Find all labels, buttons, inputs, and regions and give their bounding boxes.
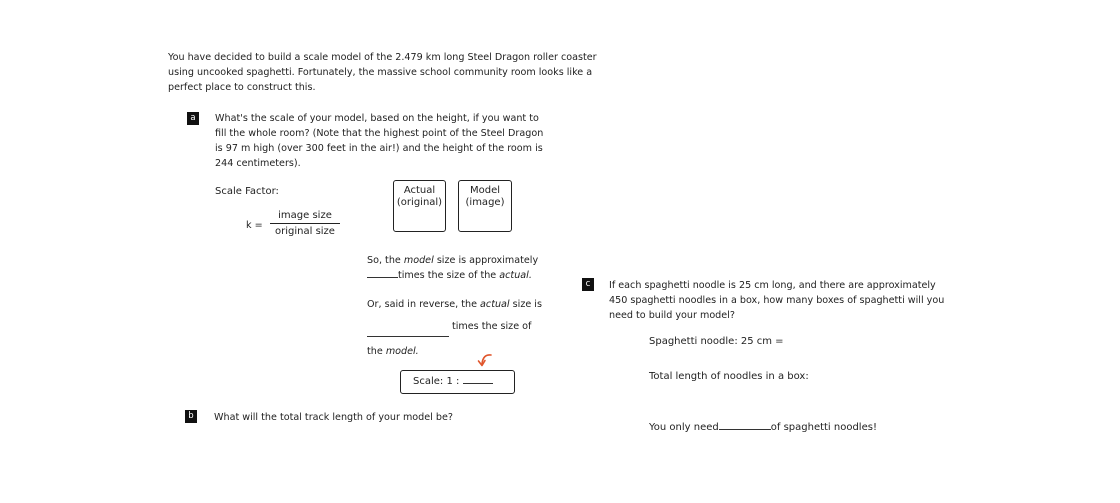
intro-paragraph: You have decided to build a scale model of the 2.479 km long Steel Dragon roller coaster using uncooked spaghetti. Fortunately, the massive school community room looks like a perfect place to construct this. [168,52,597,93]
model-box [458,180,512,232]
fraction-numerator: image size [270,210,340,224]
curved-arrow-icon [476,352,494,368]
noodle-line: Spaghetti noodle: 25 cm = [649,336,784,347]
need-line [649,422,877,433]
times-size-of: times the size of [452,321,532,332]
reverse-actual-word: actual [480,299,510,310]
reverse-suffix: size is [512,299,542,310]
part-b-badge: b [185,410,197,423]
scale-fraction [270,210,340,237]
model-size-prefix: So, the [367,255,401,266]
actual-word: actual. [499,270,532,281]
part-a-badge: a [187,112,199,125]
part-c-badge: c [582,278,594,291]
actual-box [393,180,446,232]
part-b-question: What will the total track length of your model be? [214,412,453,423]
k-label: k = [246,220,263,231]
times-actual-line [367,270,532,281]
model-times-blank[interactable] [367,277,398,278]
model-word: model [403,255,434,266]
reverse-prefix: Or, said in reverse, the [367,299,477,310]
the-label: the [367,346,383,357]
need-suffix: of spaghetti noodles! [770,422,877,433]
model-box-line2: (image) [465,197,505,208]
model-box-line1: Model [469,185,501,196]
boxes-blank[interactable] [719,429,771,430]
actual-times-blank[interactable] [367,336,449,337]
total-length-line: Total length of noodles in a box: [649,371,809,382]
scale-label: Scale: 1 : [413,376,460,387]
scale-box [400,370,515,394]
model-size-line [367,255,538,266]
need-prefix: You only need [649,422,719,433]
actual-box-line2: (original) [396,197,443,208]
fraction-denominator: original size [275,226,335,237]
reverse-line [367,299,542,310]
scale-blank[interactable] [463,383,493,384]
times-actual-prefix: times the size of the [398,270,497,281]
model-size-suffix: size is approximately [436,255,539,266]
part-a-question: What's the scale of your model, based on the height, if you want to fill the whole room? (Note that the highest point of the Steel Dragon is 97 m high (over 300 feet in the air!) and the height of the room is 244 centimeters). [215,113,544,169]
actual-box-line1: Actual [403,185,436,196]
the-model-word: model. [385,346,419,357]
part-c-question: If each spaghetti noodle is 25 cm long, and there are approximately 450 spaghetti noodles in a box, how many boxes of spaghetti will you need to build your model? [609,280,945,321]
the-model-line [367,346,419,357]
scale-factor-label: Scale Factor: [215,186,279,197]
